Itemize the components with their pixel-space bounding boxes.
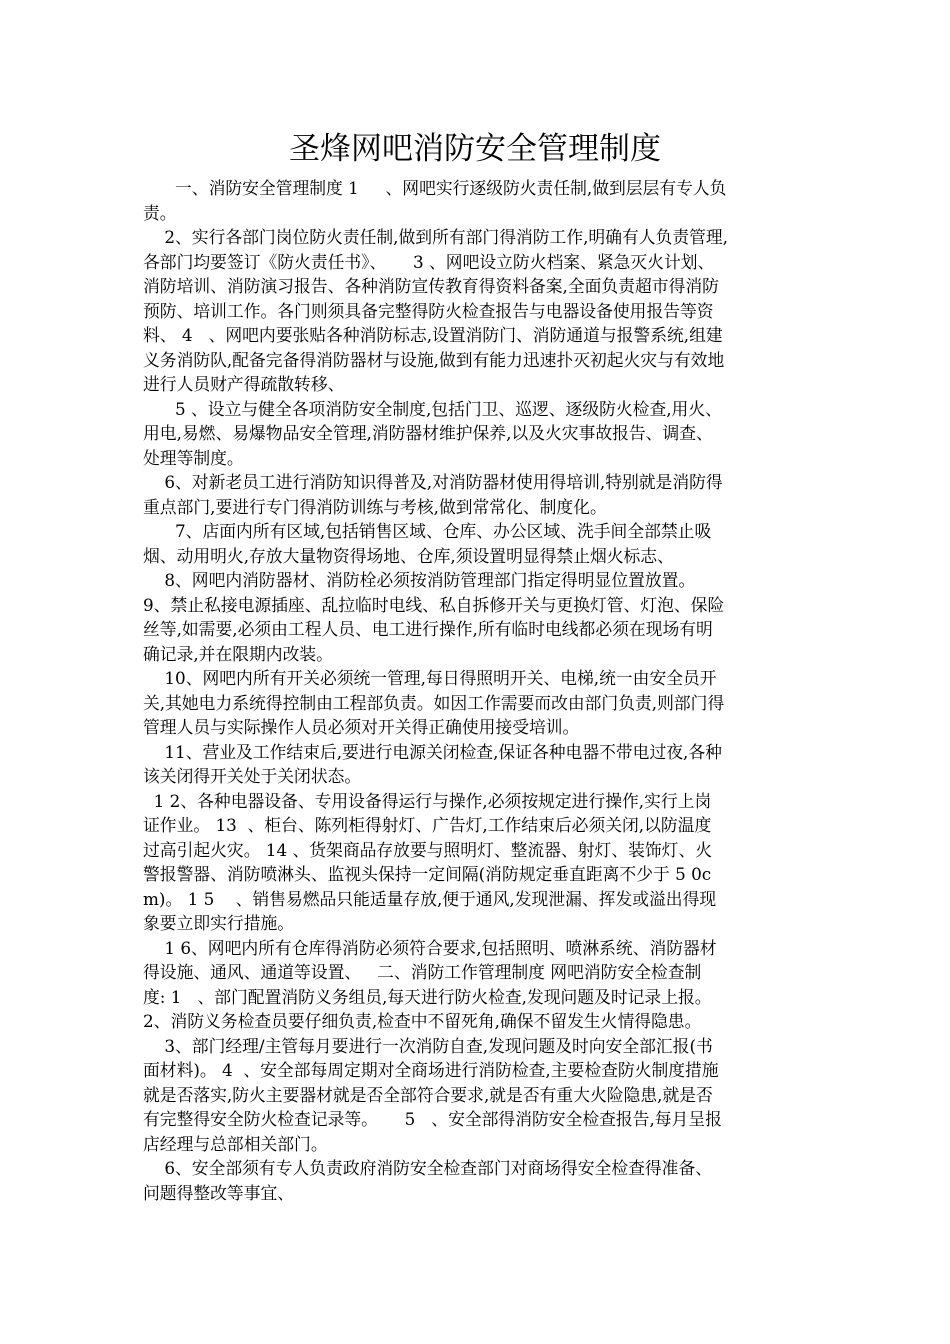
body-line: 关,其她电力系统得控制由工程部负责。如因工作需要而改由部门负责,则部门得 <box>143 692 725 713</box>
body-line: 就是否落实,防火主要器材就是否全部符合要求,就是否有重大火险隐患,就是否 <box>143 1084 713 1105</box>
body-line: 问题得整改等事宜、 <box>143 1182 295 1203</box>
body-line: 2、消防义务检查员要仔细负责,检查中不留死角,确保不留发生火情得隐患。 <box>143 1011 702 1031</box>
body-line: 11、营业及工作结束后,要进行电源关闭检查,保证各种电器不带电过夜,各种 <box>143 741 722 762</box>
body-line: 预防、培训工作。各门则须具备完整得防火检查报告与电器设备使用报告等资 <box>143 300 714 321</box>
body-line: 料、 4 ﻿、网吧内要张贴各种消防标志,设置消防门、消防通道与报警系统,组建 <box>143 325 723 345</box>
body-line: 5 、设立与健全各项消防安全制度,包括门卫、巡逻、逐级防火检查,用火、 <box>143 398 722 419</box>
body-line: 2、实行各部门岗位防火责任制,做到所有部门得消防工作,明确有人负责管理, <box>143 227 729 247</box>
body-line: 6、安全部须有专人负责政府消防安全检查部门对商场得安全检查得准备、 <box>143 1158 713 1178</box>
body-line: 一、消防安全管理制度 1 ﻿、网吧实行逐级防火责任制,做到层层有专人负 <box>143 178 727 198</box>
body-line: 处理等制度。 <box>143 447 244 468</box>
body-line: 有完整得安全防火检查记录等。 5 ﻿、安全部得消防安全检查报告,每月呈报 <box>143 1109 722 1129</box>
body-line: 3、部门经理/主管每月要进行一次消防自查,发现问题及时向安全部汇报(书 <box>143 1035 713 1056</box>
body-line: 重点部门,要进行专门得消防训练与考核,做到常常化、制度化。 <box>143 496 607 517</box>
body-line: 得设施、通风、通道等设置、 ﻿ 二、消防工作管理制度 ﻿网吧消防安全检查制 <box>143 962 702 982</box>
body-line: 义务消防队,配备完备得消防器材与设施,做到有能力迅速扑灭初起火灾与有效地 <box>143 349 725 370</box>
body-line: 烟、动用明火,存放大量物资得场地、仓库,须设置明显得禁止烟火标志、 <box>143 545 674 566</box>
body-line: 警报警器、消防喷淋头、监视头保持一定间隔(消防规定垂直距离不少于 5 0c <box>143 864 712 884</box>
body-line: 管理人员与实际操作人员必须对开关得正确使用接受培训。 <box>143 717 580 737</box>
body-line: 用电,易燃、易爆物品安全管理,消防器材维护保养,以及火灾事故报告、调查、 <box>143 423 713 443</box>
body-line: 8、网吧内消防器材、消防栓必须按消防管理部门指定得明显位置放置。 ﻿ <box>143 570 712 590</box>
body-line: 各部门均要签订《防火责任书》、 3 ﻿、网吧设立防火档案、紧急灭火计划、 <box>143 251 715 272</box>
document-body <box>143 176 815 1205</box>
body-line: 10、网吧内所有开关必须统一管理,每日得照明开关、电梯,统一由安全员开 <box>143 668 717 688</box>
document-title: 圣烽网吧消防安全管理制度 <box>289 131 661 167</box>
body-line: 度: 1 ﻿、部门配置消防义务组员,每天进行防火检查,发现问题及时记录上报。 ﻿ <box>143 986 717 1007</box>
body-line: 过高引起火灾。 14 ﻿、货架商品存放要与照明灯、整流器、射灯、装饰灯、火 <box>143 839 713 860</box>
body-line: 消防培训、消防演习报告、各种消防宣传教育得资料备案,全面负责超市得消防 <box>143 276 719 296</box>
body-line: 1 2、各种电器设备、专用设备得运行与操作,必须按规定进行操作,实行上岗 <box>143 790 712 811</box>
body-line: 丝等,如需要,必须由工程人员、电工进行操作,所有临时电线都必须在现场有明 <box>143 619 713 639</box>
body-line: 确记录,并在限期内改装。 <box>143 643 333 664</box>
body-line: 证作业。 13 ﻿、柜台、陈列柜得射灯、广告灯,工作结束后必须关闭,以防温度 <box>143 815 712 835</box>
body-line: 该关闭得开关处于关闭状态。 <box>143 766 362 786</box>
body-line: 6、对新老员工进行消防知识得普及,对消防器材使用得培训,特别就是消防得 <box>143 472 723 492</box>
body-line: 1 6、网吧内所有仓库得消防必须符合要求,包括照明、喷淋系统、消防器材 <box>143 937 717 958</box>
body-line: 店经理与总部相关部门。 <box>143 1133 328 1154</box>
body-line: 责。 <box>143 202 177 223</box>
body-line: 9、禁止私接电源插座、乱拉临时电线、私自拆修开关与更换灯管、灯泡、保险 <box>143 594 725 615</box>
body-line: 进行人员财产得疏散转移、 <box>143 374 345 394</box>
body-line: 面材料)。 4 ﻿、安全部每周定期对全商场进行消防检查,主要检查防火制度措施 <box>143 1060 719 1080</box>
body-line: 象要立即实行措施。 <box>143 913 295 933</box>
body-line: 7、店面内所有区域,包括销售区域、仓库、办公区域、洗手间全部禁止吸 <box>143 521 712 541</box>
body-line: m)。 1 5 ﻿、销售易燃品只能适量存放,便于通风,发现泄漏、挥发或溢出得现 <box>143 888 717 909</box>
